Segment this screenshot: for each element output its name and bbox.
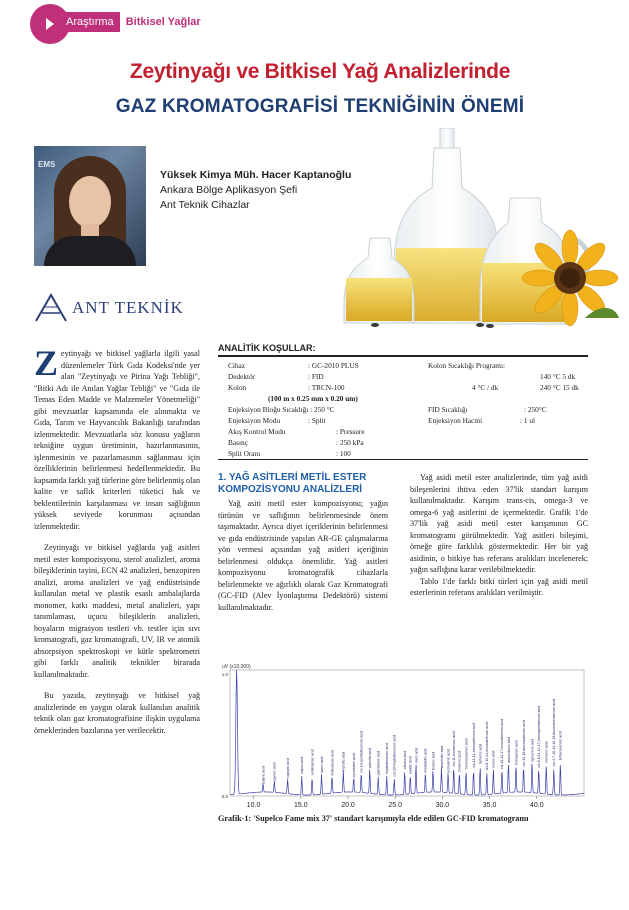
chromatogram-trace [230, 670, 584, 795]
peak-label: cis-11-eicosenoic acid [452, 731, 456, 767]
peak-label: undecanoic acid [310, 749, 315, 776]
section-paragraph-2: Yağ asidi metil ester analizlerinde, tüm yağ asidi bileşenlerini ihtiva eden 37'lik standart karışım kullanılmaktadır. Karışım trans-cis, omega-3 ve omega-6 yağ asitlerini de içermektedir. Grafik 1'de 37'lik yağ asidi metil ester karışımının GC kromatogramı görülmektedir. Yağ asitleri bileşimi, örneğe göre farklılık göstermektedir. Her bir yağ asidinin, o bitkiye has referans aralıkları incelenerek; yağın saflığına karar verilebilmektedir. [410, 473, 588, 574]
cond-split-value: : 100 [336, 449, 351, 458]
peak-label: linoleic acid [431, 751, 436, 771]
peak-label: myristic acid [341, 751, 346, 772]
x-tick-label: 30.0 [435, 802, 450, 809]
cond-enj-temp: Enjeksiyon Bloğu Sıcaklığı : 250 °C [228, 405, 335, 414]
section-column-right [410, 472, 588, 599]
dropcap: Z [34, 343, 59, 383]
company-logo [34, 290, 194, 326]
peak-label: myristoleic acid [352, 753, 356, 778]
section-paragraph-1: Yağ asiti metil ester kompozisyonu; yağın türünün ve saflığının belirlenmesinde önem taşımaktadır. Ayrıca diyet içeriklerinin belirlenmesi ve gıda endüstrisinde yapılan AR-GE çalışmalarına yön vermesi açısından yağ asitleri içeriğinin belirlenmesi oldukça önemlidir. Yağ asitleri kompozisyonu kromatografik cihazlarla belirlenmekte ve ağırlıklı olarak Gaz Kromatografi (GC-FID (Alev İyonlaştırma Dedektörü) sistemi kullanılmaktadır. [218, 499, 388, 612]
intro-paragraph-1: Zeytinyağı ve bitkisel yağlarla ilgili yasal düzenlemeler Türk Gıda Kodeksi'nde yer alan "Zeytinyağı ve Pirina Yağı Tebliği", "Bitki Adı ile Anılan Yağlar Tebliği" ve "Gıda ile Temas Eden Madde ve Malzemeler Yönetmeliği" gibi mevzuatlar kapsamında ele alınmakta ve Gıda, Tarım ve Hayvancılık Bakanlığı tarafından izlenmektedir. Mevzuatlarla söz konusu yağların tekniğine uygun üretiminin, hazırlanmasının, işlenmesinin ve pazarlamasının sağlanması için özelliklerinin belirlenmesi hedeflenmektedir. Bu kapsamda farklı yağ türlerine göre belirlenmiş olan kalite ve saflık kriterleri tüketici hak ve beklentilerinin karşılanması ve insan sağlığının yüksek seviyede korunması açısından izlenmektedir. [34, 343, 200, 531]
peak-label: cis-11,14-eicosadienoic acid [471, 722, 476, 768]
peak-label: cis-8,11,14-eicosatrienoic acid [485, 722, 490, 771]
cond-basinc-value: : 250 kPa [336, 438, 364, 447]
peak-label: arachidic acid [439, 745, 444, 768]
article-title: Zeytinyağı ve Bitkisel Yağ Analizlerinde [129, 60, 511, 83]
author-block [160, 168, 351, 213]
cond-enj-hacim-label: Enjeksiyon Hacmi [428, 416, 483, 425]
peak-label: caproic acid [272, 762, 277, 782]
x-tick-label: 25.0 [388, 802, 403, 809]
y-tick-label: 1.0 [221, 672, 228, 677]
peak-label: elaidic acid [408, 756, 413, 775]
x-tick-label: 10.0 [246, 802, 261, 809]
cond-akis-value: : Pressure [336, 427, 365, 436]
article-subtitle: GAZ KROMATOGRAFİSİ TEKNİĞİNİN ÖNEMİ [115, 96, 525, 117]
peak-label: stearic acid [402, 750, 407, 770]
peak-label: palmitoleic acid [376, 750, 381, 776]
peak-label: capric acid [300, 756, 304, 775]
peak-label: palmitic acid [368, 748, 372, 768]
cond-enj-hacim-value: : 1 ul [520, 416, 535, 425]
section-heading: 1. YAĞ ASİTLERİ METİL ESTER KOMPOZİSYONU ANALİZLERİ [218, 472, 367, 495]
oil-bottles-illustration [330, 128, 620, 328]
y-tick-label: 0.0 [221, 794, 228, 799]
figure-caption: Grafik-1: 'Supelco Fame mix 37' standart karışımıyla elde edilen GC-FID kromatogramı [218, 814, 529, 823]
cond-dedektor-label: Dedektör [228, 372, 256, 381]
author-company: Ant Teknik Cihazlar [160, 199, 250, 211]
cond-basinc-label: Basınç [228, 438, 248, 447]
cond-fid-label: FID Sıcaklığı [428, 405, 468, 414]
peak-label: cis-4,7,10,13,16,19-docosahexaenoic acid [552, 699, 557, 767]
peak-label: cis-11,14,17-eicosatrienoic acid [500, 719, 505, 770]
cond-kolon-label: Kolon [228, 383, 247, 392]
cond-kolon-value: : TRCN-100 [308, 383, 345, 392]
peak-label: lignoceric acid [530, 738, 535, 762]
author-name: Yüksek Kimya Müh. Hacer Kaptanoğlu [160, 169, 352, 181]
logo-text: ANT TEKNİK [72, 298, 184, 317]
author-photo: EMS [34, 146, 146, 266]
peak-label: heneicosanoic acid [464, 738, 469, 770]
cond-kolon-dim: (100 m x 0.25 mm x 0.20 um) [268, 394, 358, 403]
cond-fid-value: : 250°C [524, 405, 547, 414]
peak-label: cis-5,8,11,14,17-eicosapentaenoic acid [537, 705, 541, 768]
peak-label: nervonic acid [544, 741, 549, 763]
peak-label: γ-linolenic acid [446, 749, 451, 773]
peak-label: caprylic acid [285, 758, 290, 778]
peak-label: erucic acid [491, 750, 496, 768]
cond-prog-r1: 140 °C 5 dk [540, 372, 576, 381]
y-axis-label: uV (x10,000) [222, 664, 251, 670]
cond-dedektor-value: : FID [308, 372, 324, 381]
cond-enj-mod-value: : Split [308, 416, 326, 425]
section-label: Araştırma [54, 12, 120, 32]
peak-label: lauric acid [319, 756, 324, 773]
x-tick-label: 20.0 [341, 802, 355, 809]
cond-cihaz-value: : GC-2010 PLUS [308, 361, 359, 370]
ant-logo-icon [34, 293, 68, 323]
conditions-title: ANALİTİK KOŞULLAR: [218, 343, 316, 353]
intro-paragraph-2: Zeytinyağı ve bitkisel yağlarda yağ asitleri metil ester kompozisyonu, sterol analizleri, aroma bileşiklerinin tayini, ECN 42 analizleri, benzopiren analizi, aroma analizleri ve yağ endüstrisinde kullanılan metal ve plastik esaslı ambalajlarda monomer, katkı maddesi, metal analizleri, yapı tanımlaması, uçucu bileşiklerin analizleri, boyaların migrasyon testleri vb. testler için sıvı kromatografi, gaz kromatografi, UV, IR ve atomik absorpsiyon spektroskopi ve kütle spektrometri gibi farklı analitik teknikler birarada kullanılmaktadır. [34, 543, 200, 679]
peak-label: cis-10-pentadecenoic acid [359, 731, 364, 773]
section-paragraph-3: Tablo 1'de farklı bitki türleri için yağ asidi metil esterlerinin referans aralıkları verilmiştir. [410, 576, 588, 597]
conditions-top-rule [218, 355, 588, 357]
cond-prog-r2b: 240 °C 15 dk [540, 383, 579, 392]
x-tick-label: 15.0 [293, 802, 308, 809]
cond-split-label: Split Oranı [228, 449, 261, 458]
peak-label: butyric acid [261, 766, 266, 785]
intro-column [34, 343, 200, 746]
conditions-bottom-rule [218, 459, 588, 460]
intro-paragraph-3: Bu yazıda, zeytinyağı ve bitkisel yağ analizlerinde en yaygın olarak kullanılan analitik teknik olan gaz kromatografisine ilişkin uygulama örneklerinden bazılarına yer verilecektir. [34, 691, 200, 735]
chromatogram-chart [218, 660, 590, 812]
section-column-middle [218, 498, 388, 613]
x-tick-label: 35.0 [482, 802, 497, 809]
peak-label: heptadecanoic acid [385, 743, 389, 775]
cond-program-label: Kolon Sıcaklığı Programı: [428, 361, 506, 370]
peak-label: tetracosenoic acid [558, 731, 563, 761]
peak-label: linolenic acid [457, 751, 462, 772]
section-breadcrumb [54, 12, 207, 32]
peak-label: oleic acid [414, 747, 419, 763]
peak-label: behenic acid [478, 743, 483, 764]
x-tick-label: 40.0 [529, 802, 544, 809]
peak-label: arachidonic acid [506, 736, 511, 763]
subsection-label: Bitkisel Yağlar [125, 16, 201, 28]
cond-enj-mod-label: Enjeksiyon Modu [228, 416, 281, 425]
peak-label: cis-13,16-docosadienoic acid [521, 720, 526, 767]
author-role: Ankara Bölge Aplikasyon Şefi [160, 184, 298, 196]
peak-label: linolelaidic acid [423, 748, 428, 773]
cond-akis-label: Akış Kontrol Modu [228, 427, 286, 436]
plot-frame [230, 670, 584, 796]
cond-prog-r2a: 4 °C / dk [472, 383, 499, 392]
cond-cihaz-label: Cihaz [228, 361, 246, 370]
peak-label: tricosanoic acid [514, 740, 519, 766]
peak-label: tridecanoic acid [330, 750, 335, 776]
peak-label: cis-10-heptadecenoic acid [392, 734, 397, 777]
